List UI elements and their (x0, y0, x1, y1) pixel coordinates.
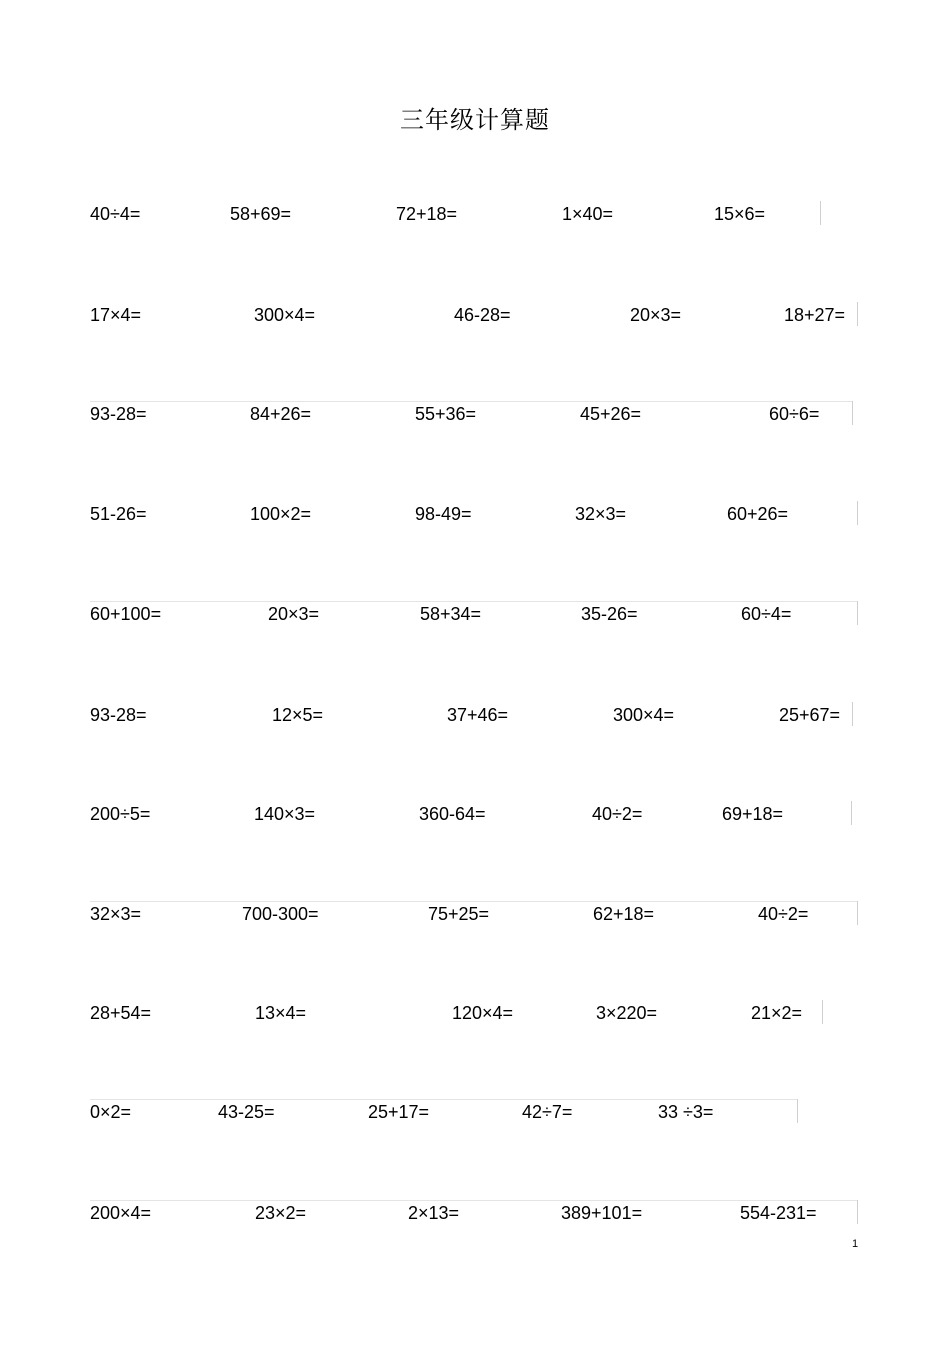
row-guideline (90, 401, 852, 402)
math-problem: 60÷6= (769, 404, 820, 424)
math-problem: 200÷5= (90, 804, 151, 824)
math-problem: 62+18= (593, 904, 655, 924)
page-title: 三年级计算题 (400, 106, 550, 134)
row-edge-mark (822, 1000, 823, 1024)
row-edge-mark (857, 501, 858, 525)
math-problem: 18+27= (784, 305, 846, 325)
row-edge-mark (857, 1200, 858, 1224)
math-problem: 32×3= (575, 504, 627, 524)
math-problem: 40÷2= (758, 904, 809, 924)
math-problem: 389+101= (561, 1203, 643, 1223)
row-edge-mark (797, 1099, 798, 1123)
math-problem: 55+36= (415, 404, 477, 424)
math-problem: 300×4= (254, 305, 316, 325)
row-guideline (90, 901, 857, 902)
math-problem: 200×4= (90, 1203, 152, 1223)
math-problem: 28+54= (90, 1003, 152, 1023)
row-edge-mark (820, 201, 821, 225)
row-edge-mark (857, 901, 858, 925)
math-problem: 20×3= (268, 604, 320, 624)
math-problem: 3×220= (596, 1003, 658, 1023)
problem-row (0, 702, 950, 732)
math-problem: 0×2= (90, 1102, 132, 1122)
problem-row (0, 302, 950, 332)
math-problem: 42÷7= (522, 1102, 573, 1122)
math-problem: 69+18= (722, 804, 784, 824)
problem-row (0, 501, 950, 531)
math-problem: 33 ÷3= (658, 1102, 714, 1122)
math-problem: 51-26= (90, 504, 147, 524)
problem-row (0, 201, 950, 231)
row-guideline (90, 1099, 797, 1100)
math-problem: 1×40= (562, 204, 614, 224)
math-problem: 23×2= (255, 1203, 307, 1223)
math-problem: 37+46= (447, 705, 509, 725)
math-problem: 2×13= (408, 1203, 460, 1223)
problem-row (0, 901, 950, 931)
math-problem: 20×3= (630, 305, 682, 325)
problem-row (0, 1000, 950, 1030)
row-edge-mark (857, 302, 858, 326)
math-problem: 98-49= (415, 504, 472, 524)
problem-row (0, 601, 950, 631)
math-problem: 84+26= (250, 404, 312, 424)
math-problem: 15×6= (714, 204, 766, 224)
math-problem: 700-300= (242, 904, 319, 924)
math-problem: 46-28= (454, 305, 511, 325)
math-problem: 25+67= (779, 705, 841, 725)
math-problem: 60+100= (90, 604, 162, 624)
math-problem: 17×4= (90, 305, 142, 325)
problem-row (0, 1099, 950, 1129)
math-problem: 13×4= (255, 1003, 307, 1023)
math-problem: 60÷4= (741, 604, 792, 624)
math-problem: 93-28= (90, 705, 147, 725)
page-number: 1 (852, 1238, 859, 1250)
math-problem: 12×5= (272, 705, 324, 725)
math-problem: 554-231= (740, 1203, 817, 1223)
math-problem: 40÷4= (90, 204, 141, 224)
row-guideline (90, 1200, 857, 1201)
math-problem: 100×2= (250, 504, 312, 524)
math-problem: 360-64= (419, 804, 486, 824)
math-problem: 21×2= (751, 1003, 803, 1023)
math-problem: 32×3= (90, 904, 142, 924)
problem-row (0, 801, 950, 831)
math-problem: 93-28= (90, 404, 147, 424)
math-problem: 72+18= (396, 204, 458, 224)
math-problem: 35-26= (581, 604, 638, 624)
math-problem: 60+26= (727, 504, 789, 524)
row-edge-mark (857, 601, 858, 625)
math-problem: 25+17= (368, 1102, 430, 1122)
math-problem: 40÷2= (592, 804, 643, 824)
row-edge-mark (852, 401, 853, 425)
math-problem: 140×3= (254, 804, 316, 824)
math-problem: 58+69= (230, 204, 292, 224)
row-guideline (90, 601, 857, 602)
problem-row (0, 1200, 950, 1230)
math-problem: 120×4= (452, 1003, 514, 1023)
math-problem: 45+26= (580, 404, 642, 424)
row-edge-mark (852, 702, 853, 726)
math-problem: 300×4= (613, 705, 675, 725)
row-edge-mark (851, 801, 852, 825)
problem-row (0, 401, 950, 431)
math-problem: 75+25= (428, 904, 490, 924)
math-problem: 58+34= (420, 604, 482, 624)
math-problem: 43-25= (218, 1102, 275, 1122)
